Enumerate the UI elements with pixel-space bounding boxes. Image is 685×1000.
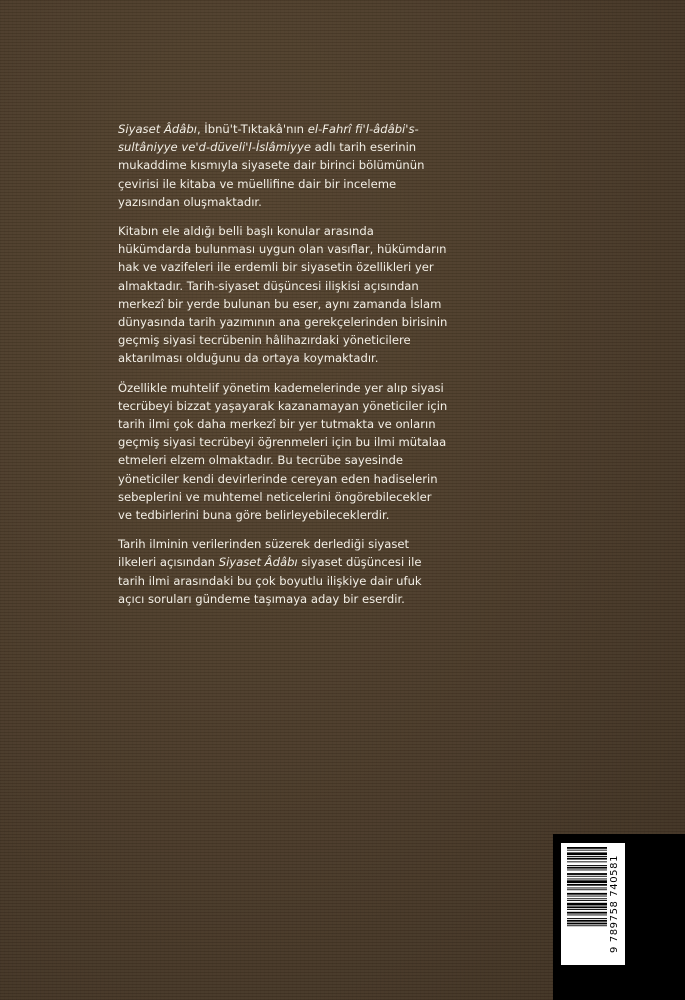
- barcode-bar: [567, 870, 607, 871]
- barcode-bar: [567, 925, 607, 926]
- isbn-barcode: [561, 843, 625, 965]
- blurb-text: Tarih ilminin verilerinden süzerek derlediği siyaset ilkeleri açısından: [118, 537, 410, 570]
- barcode-bar: [567, 865, 607, 866]
- barcode-bar: [567, 893, 607, 895]
- barcode-bar: [567, 915, 607, 916]
- barcode-panel: [553, 834, 685, 1000]
- blurb-text: siyaset düşüncesi ile tarih ilmi arasındaki bu çok boyutlu ilişkiye dair ufuk açıcı soruları gündeme taşımaya aday bir eserdir.: [118, 555, 422, 606]
- barcode-bar: [567, 903, 607, 906]
- back-cover-blurb: [118, 120, 448, 619]
- book-title: Siyaset Âdâbı: [118, 122, 197, 136]
- barcode-bar: [567, 852, 607, 855]
- blurb-paragraph-1: [118, 120, 448, 211]
- barcode-bar: [567, 850, 607, 851]
- book-title: Siyaset Âdâbı: [218, 555, 298, 570]
- barcode-bar: [567, 896, 607, 897]
- barcode-bar: [567, 867, 607, 869]
- barcode-bar: [567, 918, 607, 919]
- blurb-paragraph-4: [118, 535, 448, 608]
- source-work-title: el-Fahrî fi'l-âdâbi's-sultâniyye ve'd-düveli'l-İslâmiyye: [118, 122, 419, 155]
- barcode-bar: [567, 898, 607, 899]
- barcode-bar: [567, 879, 607, 880]
- barcode-bars: [567, 847, 607, 961]
- blurb-paragraph-3: Özellikle muhtelif yönetim kademelerinde yer alıp siyasi tecrübeyi bizzat yaşayarak kazanamayan yöneticiler için tarih ilmi çok daha merkezî bir yer tutmakta ve onların geçmiş siyasi tecrübeyi öğrenmeleri için bu ilmi mütalaa etmeleri elzem olmaktadır. Bu tecrübe sayesinde yöneticiler kendi devirlerinde cereyan eden hadiselerin sebeplerini ve muhtemel neticelerini öngörebilecekler ve tedbirlerini buna göre belirleyebileceklerdir.: [118, 380, 448, 523]
- barcode-bar: [567, 884, 607, 886]
- barcode-bar: [567, 861, 607, 862]
- barcode-bar: [567, 912, 607, 914]
- blurb-text: adlı tarih eserinin mukaddime kısmıyla siyasete dair birinci bölümünün çevirisi ile kitaba ve müellifine dair bir inceleme yazısından oluşmaktadır.: [118, 140, 425, 209]
- barcode-bar: [567, 909, 607, 910]
- barcode-bar: [567, 858, 607, 860]
- barcode-bar: [567, 900, 607, 901]
- barcode-bar: [567, 906, 607, 908]
- barcode-bar: [567, 889, 607, 890]
- blurb-paragraph-2: Kitabın ele aldığı belli başlı konular arasında hükümdarda bulunması uygun olan vasıflar, hükümdarın hak ve vazifeleri ile erdemli bir siyasetin özellikleri yer almaktadır. Tarih-siyaset düşüncesi ilişkisi açısından merkezî bir yerde bulunan bu eser, aynı zamanda İslam dünyasında tarih yazımının ana gerekçelerinden birisinin geçmiş siyasi tecrübenin hâlihazırdaki yöneticilere aktarılması olduğunu da ortaya koymaktadır.: [118, 224, 448, 366]
- isbn-number: 9 789758 740581: [609, 854, 620, 954]
- barcode-bar: [567, 880, 607, 883]
- barcode-bar: [567, 888, 607, 889]
- barcode-bar: [567, 923, 607, 925]
- barcode-bar: [567, 876, 607, 877]
- barcode-bar: [567, 856, 607, 857]
- barcode-bar: [567, 873, 607, 875]
- barcode-bar: [567, 847, 607, 849]
- barcode-bar: [567, 920, 607, 922]
- blurb-text: , İbnü't-Tıktakâ'nın: [196, 122, 308, 136]
